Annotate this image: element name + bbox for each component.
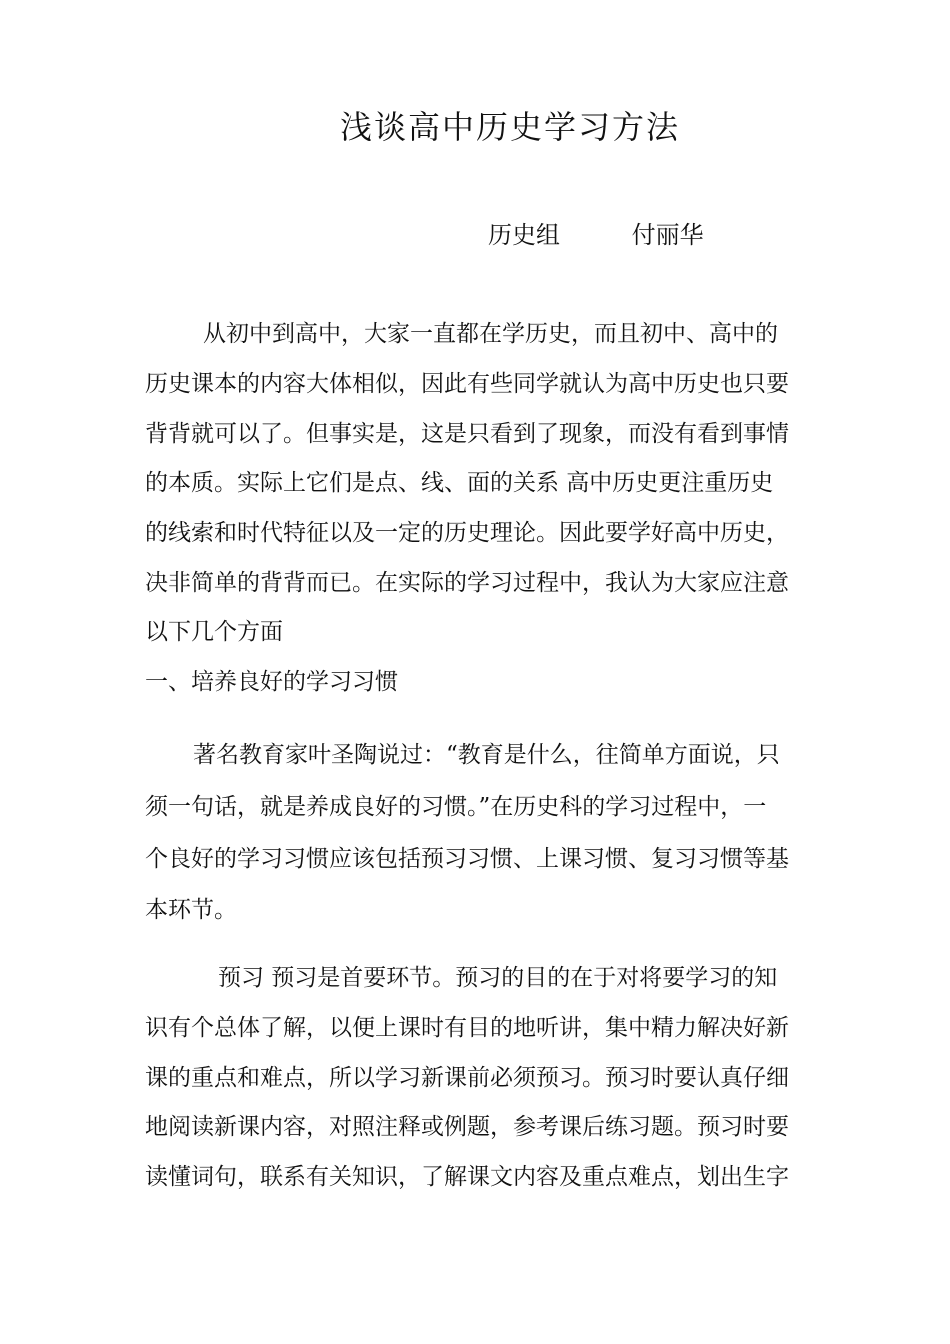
paragraph-line: 著名教育家叶圣陶说过：“教育是什么，往简单方面说，只: [193, 742, 780, 768]
paragraph-line: 须一句话，就是养成良好的习惯。”在历史科的学习过程中，一: [145, 794, 767, 820]
paragraph-line: 个良好的学习习惯应该包括预习习惯、上课习惯、复习习惯等基: [145, 846, 789, 872]
paragraph-line: 本环节。: [145, 897, 237, 923]
paragraph-line: 的本质。实际上它们是点、线、面的关系 高中历史更注重历史: [145, 470, 774, 496]
paragraph-line: 从初中到高中，大家一直都在学历史，而且初中、高中的: [203, 321, 778, 347]
author-name: 付丽华: [631, 221, 704, 249]
paragraph-line: 决非简单的背背而已。在实际的学习过程中，我认为大家应注意: [145, 570, 789, 596]
section-heading: 一、培养良好的学习习惯: [145, 669, 398, 695]
paragraph-line: 识有个总体了解，以便上课时有目的地听讲，集中精力解决好新: [145, 1015, 789, 1041]
paragraph-line: 课的重点和难点，所以学习新课前必须预习。预习时要认真仔细: [145, 1065, 789, 1091]
paragraph-line: 以下几个方面: [145, 619, 283, 645]
paragraph-line: 的线索和时代特征以及一定的历史理论。因此要学好高中历史，: [145, 520, 789, 546]
paragraph-line: 背背就可以了。但事实是，这是只看到了现象，而没有看到事情: [145, 421, 789, 447]
paragraph-line: 预习 预习是首要环节。预习的目的在于对将要学习的知: [218, 965, 778, 991]
paragraph-line: 读懂词句，联系有关知识，了解课文内容及重点难点，划出生字: [145, 1164, 789, 1190]
author-group: 历史组: [488, 221, 560, 249]
paragraph-line: 历史课本的内容大体相似，因此有些同学就认为高中历史也只要: [145, 371, 789, 397]
paragraph-line: 地阅读新课内容，对照注释或例题，参考课后练习题。预习时要: [145, 1114, 789, 1140]
author-line: [488, 215, 704, 250]
document-title: 浅谈高中历史学习方法: [339, 108, 680, 146]
